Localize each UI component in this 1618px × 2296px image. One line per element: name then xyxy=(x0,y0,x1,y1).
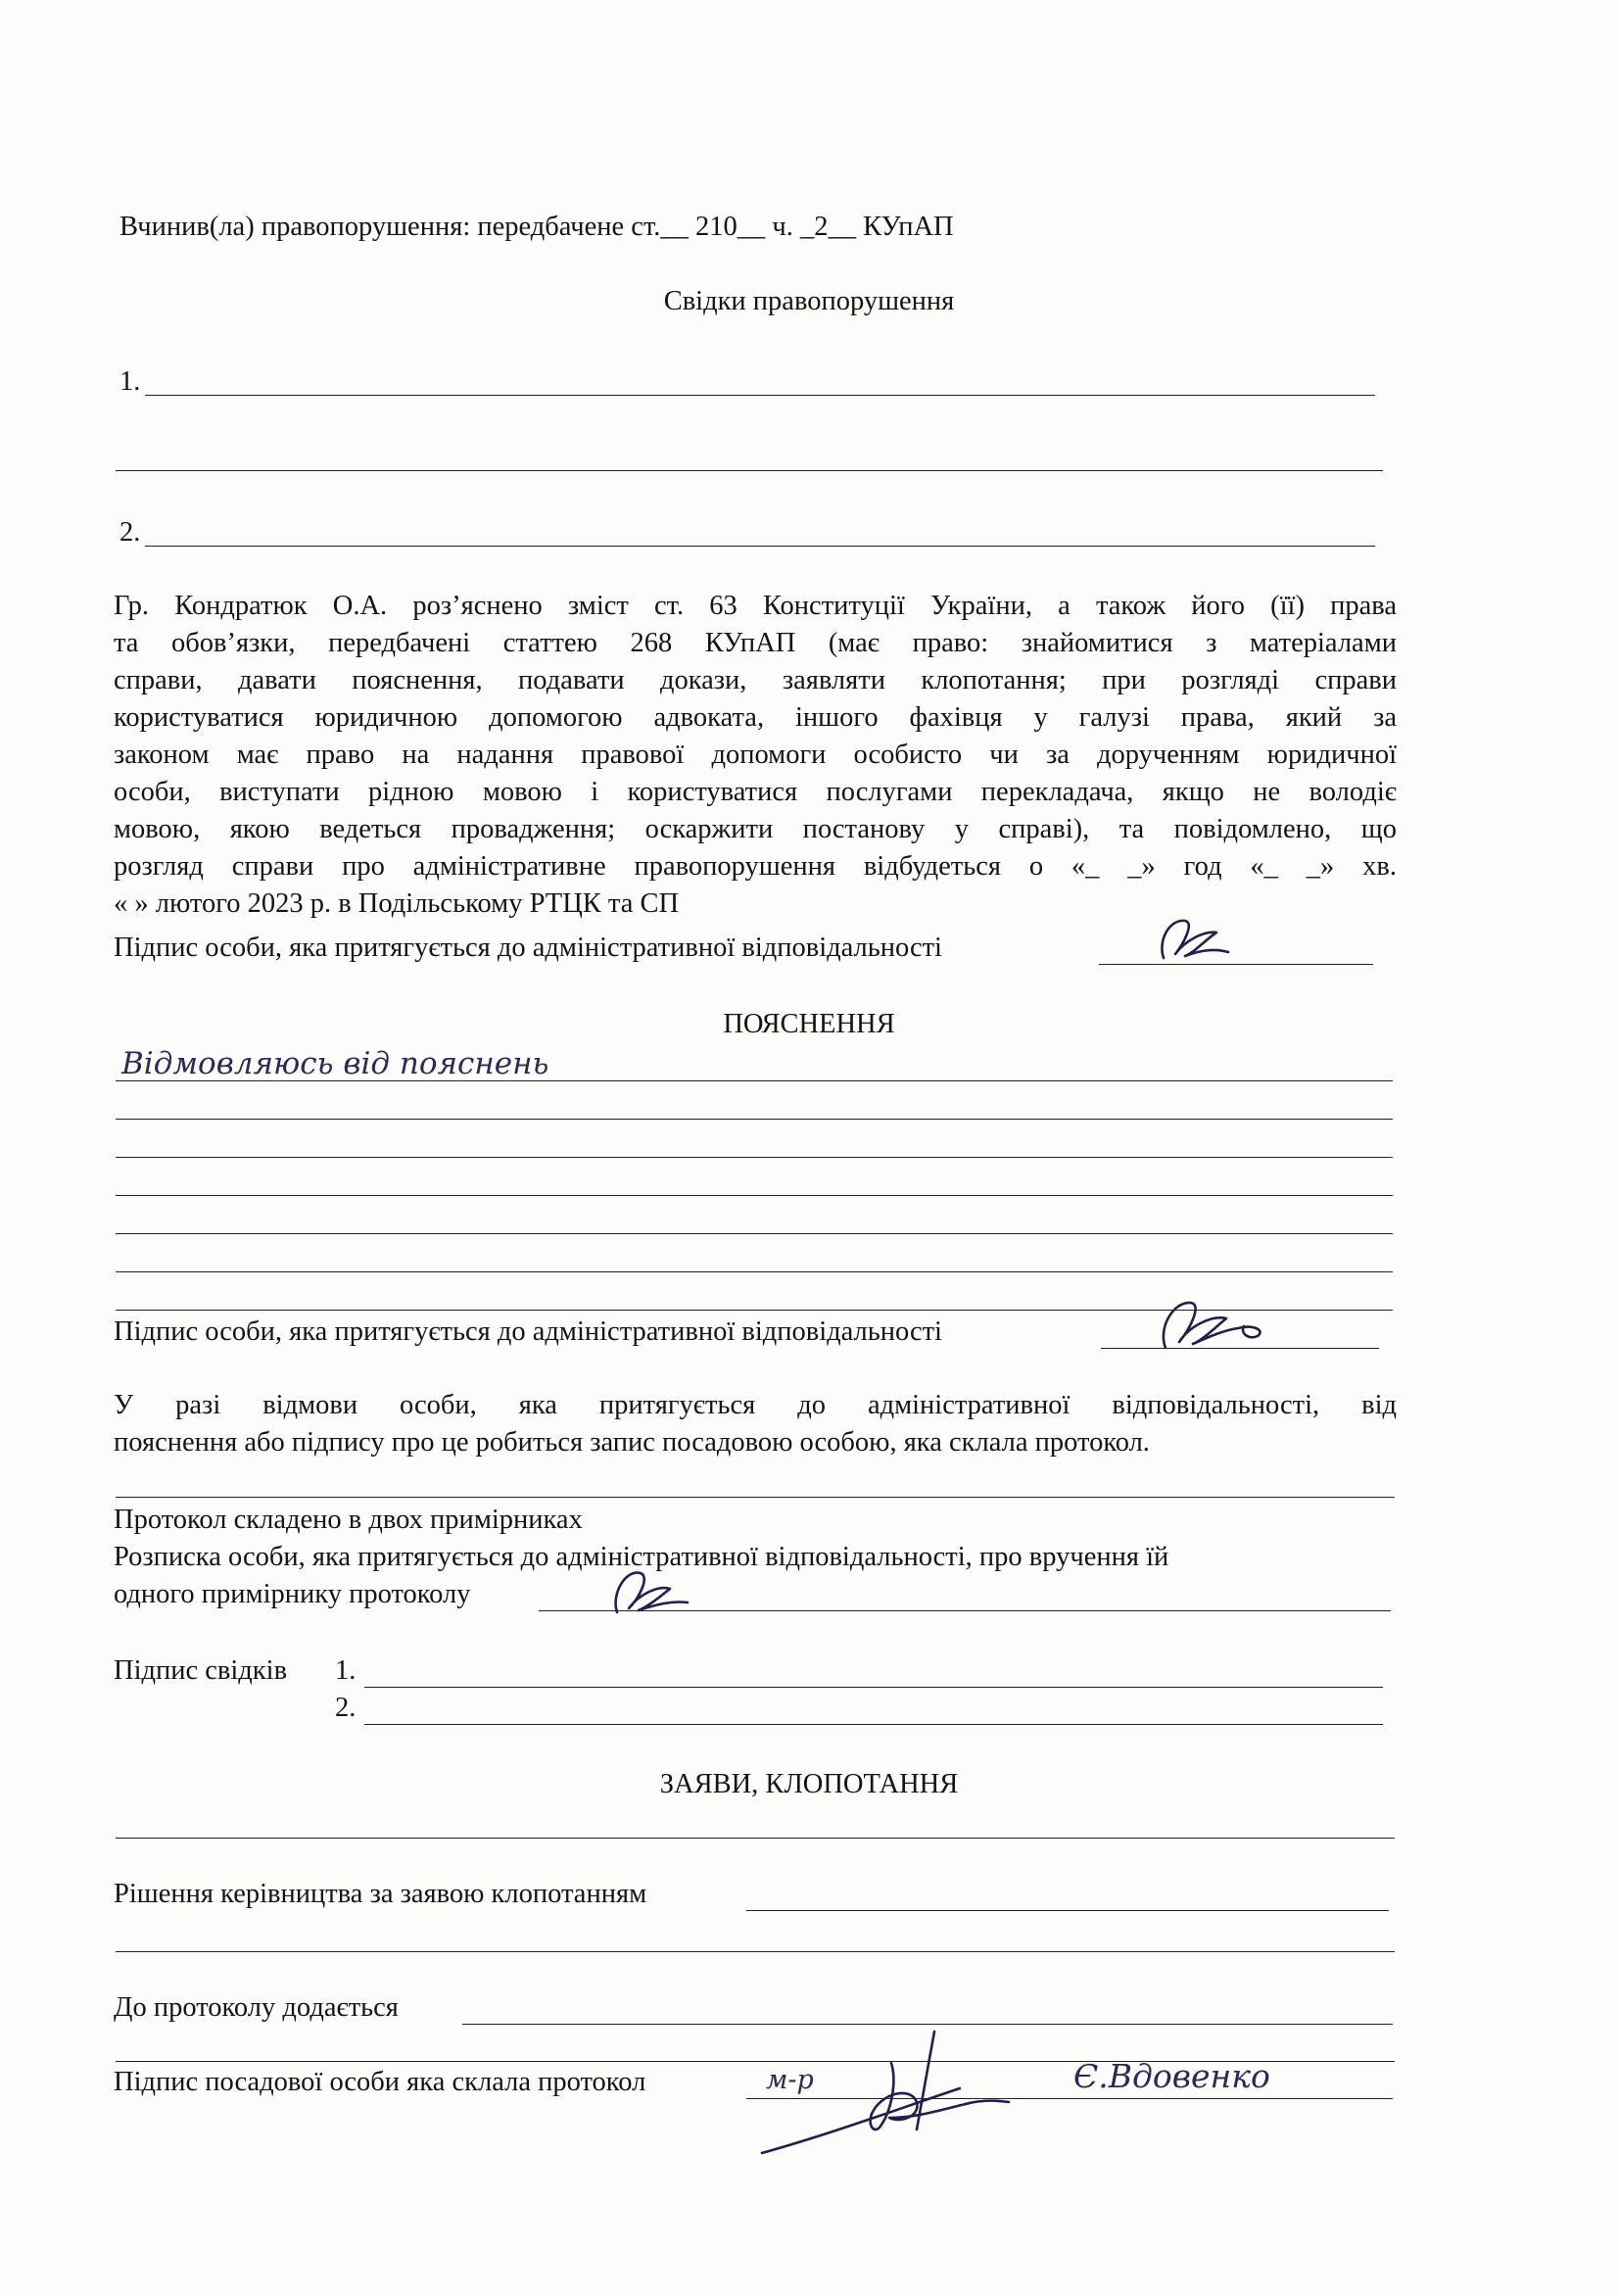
refusal-line: пояснення або підпису про це робиться запис посадовою особою, яка склала протокол. xyxy=(114,1427,1150,1458)
rights-line: особи, виступати рідною мовою і користуватися послугами перекладача, якщо не володіє xyxy=(114,777,1397,807)
official-signature xyxy=(744,2024,1038,2161)
official-signature-label: Підпис посадової особи яка склала протокол xyxy=(114,2067,646,2097)
receipt-statement: Розписка особи, яка притягується до адміністративної відповідальності, про вручення їй xyxy=(114,1542,1169,1572)
witness-2-line[interactable] xyxy=(145,546,1375,547)
rights-line: Гр. Кондратюк О.А. роз’яснено зміст ст. 63 Конституції України, а також його (її) права xyxy=(114,591,1397,621)
witness-signature-2-line[interactable] xyxy=(364,1724,1383,1725)
refusal-paragraph xyxy=(114,1387,1397,1461)
rights-line: розгляд справи про адміністративне правопорушення відбудеться о «_ _» год «_ _» хв. xyxy=(114,851,1397,882)
rights-line: користуватися юридичною допомогою адвоката, іншого фахівця у галузі права, який за xyxy=(114,702,1397,733)
rights-line: та обов’язки, передбачені статтею 268 КУпАП (має право: знайомитися з матеріалами xyxy=(114,628,1397,658)
explanation-line[interactable] xyxy=(116,1233,1393,1234)
refusal-note-line[interactable] xyxy=(116,1497,1395,1498)
witness-signature-2-number: 2. xyxy=(335,1693,357,1723)
copies-statement: Протокол складено в двох примірниках xyxy=(114,1505,583,1535)
witness-signature-1-line[interactable] xyxy=(364,1687,1383,1688)
requests-title: ЗАЯВИ, КЛОПОТАННЯ xyxy=(659,1769,959,1799)
attached-label: До протоколу додається xyxy=(114,1992,399,2023)
rights-line: законом має право на надання правової допомоги особисто чи за дорученням юридичної xyxy=(114,740,1397,770)
explanation-line[interactable] xyxy=(116,1080,1393,1081)
offense-article-line: Вчинив(ла) правопорушення: передбачене ст.__ 210__ ч. _2__ КУпАП xyxy=(119,212,954,242)
decision-continuation-line[interactable] xyxy=(116,1951,1395,1952)
witness-signature-1-number: 1. xyxy=(335,1655,357,1686)
refusal-line: У разі відмови особи, яка притягується до адміністративної відповідальності, від xyxy=(114,1390,1397,1420)
receipt-statement-cont: одного примірнику протоколу xyxy=(114,1579,471,1609)
person-signature-2 xyxy=(1156,1291,1273,1360)
rights-line: мовою, якою ведеться провадження; оскаржити постанову у справі), та повідомлено, що xyxy=(114,814,1397,844)
rights-paragraph xyxy=(114,588,1397,923)
witness-1-continuation-line[interactable] xyxy=(116,470,1383,471)
person-signature-line-1[interactable] xyxy=(1099,964,1373,965)
official-name-handwritten: Є.Вдовенко xyxy=(1073,2057,1270,2095)
witnesses-title: Свідки правопорушення xyxy=(663,286,955,316)
explanation-title: ПОЯСНЕННЯ xyxy=(723,1009,895,1039)
requests-line[interactable] xyxy=(116,1838,1395,1839)
person-signature-label-2: Підпис особи, яка притягується до адміністративної відповідальності xyxy=(114,1316,942,1347)
official-rank-handwritten: м-р xyxy=(766,2065,814,2095)
decision-label: Рішення керівництва за заявою клопотанням xyxy=(114,1879,647,1909)
explanation-line[interactable] xyxy=(116,1195,1393,1196)
hearing-date-line: « » лютого 2023 р. в Подільському РТЦК та СП xyxy=(114,888,680,919)
explanation-line[interactable] xyxy=(116,1271,1393,1272)
explanation-line[interactable] xyxy=(116,1157,1393,1158)
witness-2-number: 2. xyxy=(119,517,141,548)
explanation-handwritten: Відмовляюсь від пояснень xyxy=(121,1046,549,1081)
decision-line[interactable] xyxy=(746,1910,1389,1911)
witness-1-line[interactable] xyxy=(145,395,1375,396)
person-signature-label-1: Підпис особи, яка притягується до адміністративної відповідальності xyxy=(114,933,942,963)
receipt-signature xyxy=(609,1563,697,1622)
rights-line: справи, давати пояснення, подавати докази, заявляти клопотання; при розгляді справи xyxy=(114,665,1397,695)
person-signature-1 xyxy=(1156,911,1234,970)
witness-signatures-label: Підпис свідків xyxy=(114,1655,288,1686)
explanation-line[interactable] xyxy=(116,1119,1393,1120)
witness-1-number: 1. xyxy=(119,366,141,397)
